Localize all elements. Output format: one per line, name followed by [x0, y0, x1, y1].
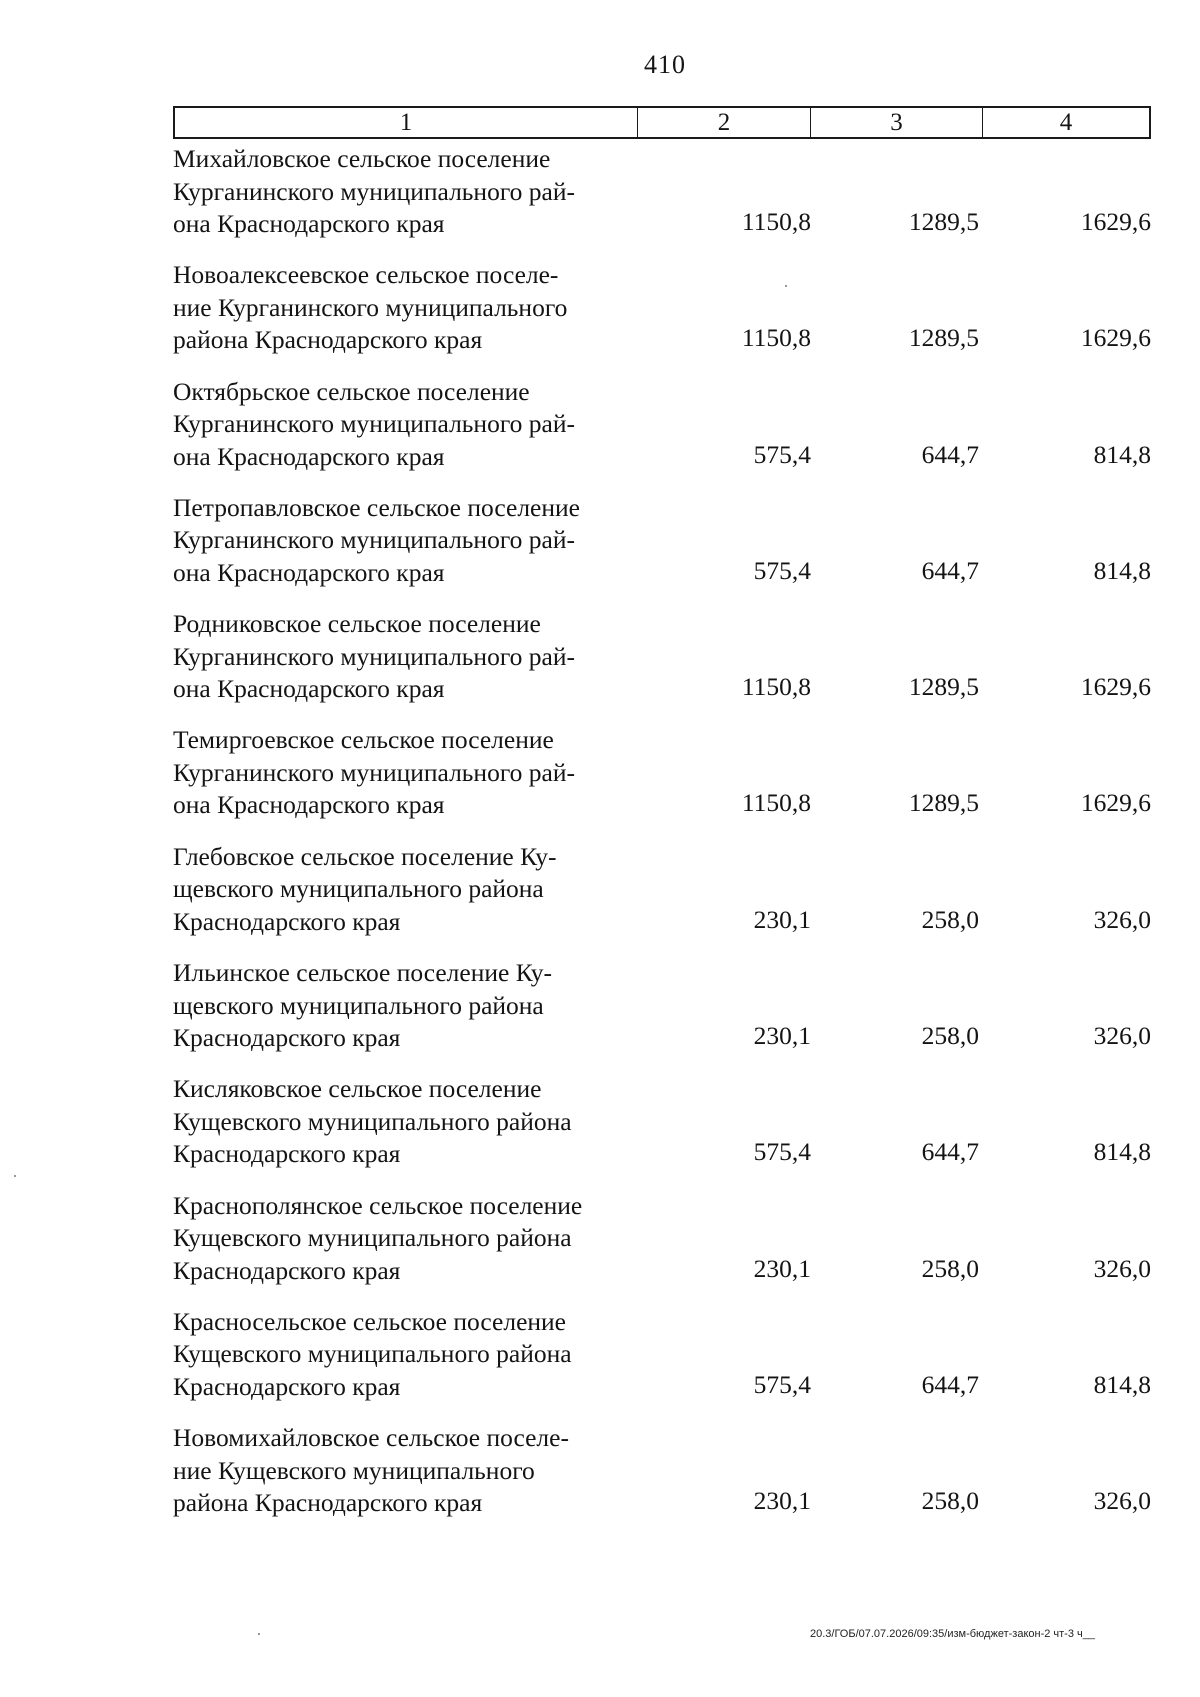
settlement-name: Михайловское сельское поселение Курганинского муниципального рай- она Краснодарского края: [173, 144, 575, 238]
value-col-4: 1629,6: [1080, 207, 1151, 236]
settlement-name: Ильинское сельское поселение Ку- щевского муниципального района Краснодарского края: [173, 958, 553, 1053]
table-row: [173, 1073, 1151, 1189]
settlement-name: Родниковское сельское поселение Курганинского муниципального рай- она Краснодарского края: [173, 609, 575, 704]
value-col-4: 326,0: [1093, 1486, 1151, 1516]
value-col-2: 1150,8: [741, 207, 811, 236]
table-row: [173, 259, 1151, 375]
value-col-3: 644,7: [921, 1137, 979, 1167]
table-row: [173, 724, 1151, 840]
table-header: [173, 106, 1151, 139]
document-code: 20.3/ГОБ/07.07.2026/09:35/изм-бюджет-закон-2 чт-3 ч__: [810, 1628, 1095, 1640]
table-row: [173, 143, 1151, 259]
value-col-4: 814,8: [1093, 439, 1151, 469]
scan-speck: [258, 1633, 260, 1635]
page-number: 410: [644, 50, 686, 79]
table-row: [173, 376, 1151, 492]
value-col-3: 258,0: [921, 904, 979, 934]
value-col-2: 575,4: [753, 1137, 811, 1167]
value-col-4: 814,8: [1093, 1369, 1151, 1399]
table-row: [173, 1190, 1151, 1306]
value-col-2: 230,1: [753, 1253, 811, 1283]
value-col-2: 1150,8: [741, 672, 811, 702]
settlement-name: Краснополянское сельское поселение Кущевского муниципального района Краснодарского края: [173, 1190, 583, 1285]
header-col-4: 4: [982, 108, 1149, 137]
table-row: [173, 608, 1151, 724]
table-row: [173, 841, 1151, 957]
value-col-3: 644,7: [921, 1369, 979, 1399]
value-col-4: 326,0: [1093, 1021, 1151, 1051]
value-col-4: 1629,6: [1080, 672, 1151, 702]
value-col-4: 814,8: [1093, 1137, 1151, 1167]
settlement-name: Глебовское сельское поселение Ку- щевского муниципального района Краснодарского края: [173, 841, 557, 936]
settlement-name: Новоалексеевское сельское поселе- ние Курганинского муниципального района Краснодарского края: [173, 260, 568, 355]
value-col-2: 230,1: [753, 1486, 811, 1516]
value-col-2: 1150,8: [741, 323, 811, 353]
value-col-3: 644,7: [921, 555, 979, 585]
value-col-4: 326,0: [1093, 904, 1151, 934]
table-row: [173, 1422, 1151, 1538]
value-col-3: 258,0: [921, 1253, 979, 1283]
value-col-2: 575,4: [753, 1369, 811, 1399]
table-row: [173, 492, 1151, 608]
settlement-name: Новомихайловское сельское поселе- ние Кущевского муниципального района Краснодарского края: [173, 1423, 569, 1518]
settlement-name: Петропавловское сельское поселение Курганинского муниципального рай- она Краснодарского края: [173, 492, 580, 587]
value-col-2: 230,1: [753, 904, 811, 934]
value-col-2: 1150,8: [741, 788, 811, 818]
value-col-3: 258,0: [921, 1486, 979, 1516]
table-row: [173, 957, 1151, 1073]
settlement-name: Кисляковское сельское поселение Кущевского муниципального района Краснодарского края: [173, 1074, 572, 1169]
settlement-name: Красносельское сельское поселение Кущевского муниципального района Краснодарского края: [173, 1306, 572, 1401]
table-row: [173, 1306, 1151, 1422]
header-col-3: 3: [810, 108, 982, 137]
value-col-3: 644,7: [921, 439, 979, 469]
value-col-3: 258,0: [921, 1021, 979, 1051]
header-col-2: 2: [637, 108, 810, 137]
table-body: [173, 143, 1151, 1539]
value-col-3: 1289,5: [908, 672, 979, 702]
value-col-2: 230,1: [753, 1021, 811, 1051]
settlement-name: Темиргоевское сельское поселение Курганинского муниципального рай- она Краснодарского края: [173, 725, 575, 820]
value-col-2: 575,4: [753, 439, 811, 469]
scan-speck: [785, 285, 787, 287]
header-col-1: 1: [399, 109, 413, 136]
value-col-4: 326,0: [1093, 1253, 1151, 1283]
value-col-4: 814,8: [1093, 555, 1151, 585]
scan-speck: [14, 1175, 16, 1177]
value-col-4: 1629,6: [1080, 323, 1151, 353]
value-col-3: 1289,5: [908, 207, 979, 236]
value-col-4: 1629,6: [1080, 788, 1151, 818]
value-col-3: 1289,5: [908, 323, 979, 353]
value-col-3: 1289,5: [908, 788, 979, 818]
value-col-2: 575,4: [753, 555, 811, 585]
settlement-name: Октябрьское сельское поселение Курганинского муниципального рай- она Краснодарского края: [173, 376, 575, 471]
